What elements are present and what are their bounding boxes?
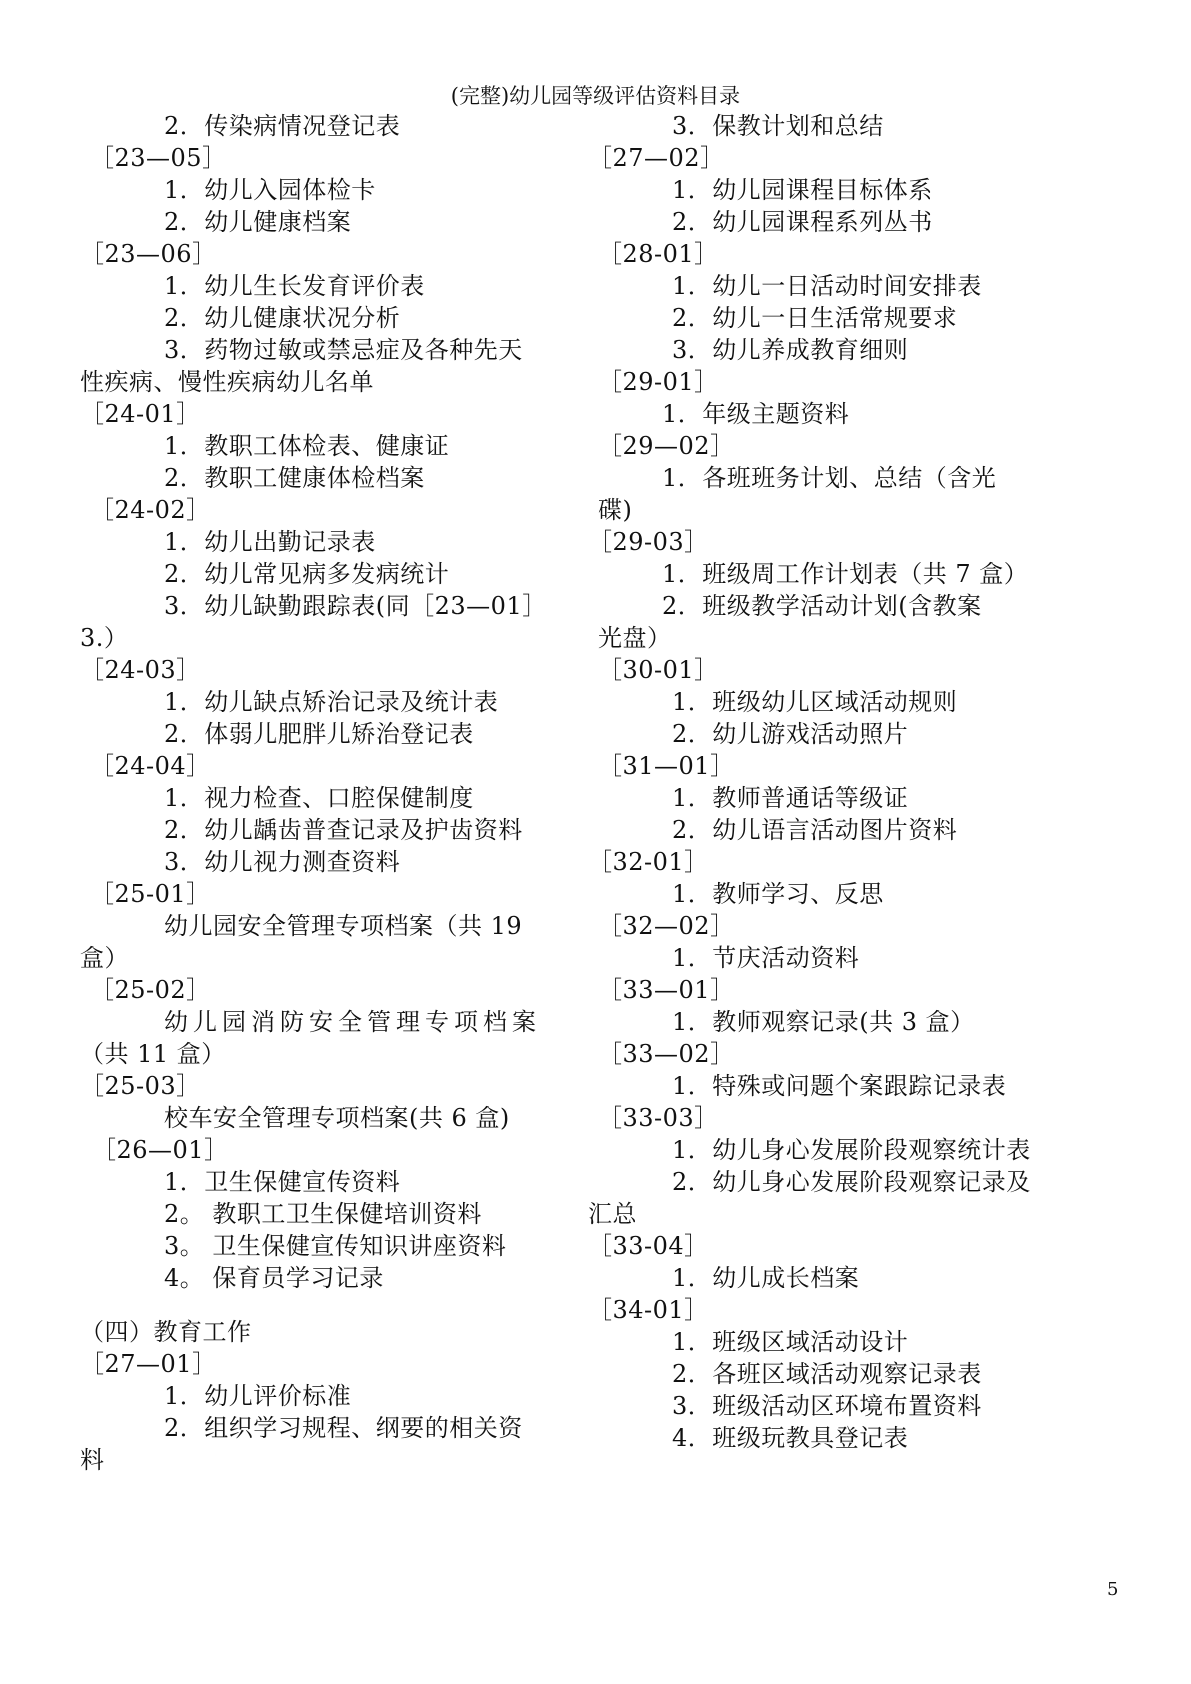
list-item-continuation: （共 11 盒）	[80, 1040, 226, 1068]
list-item: 1．幼儿出勤记录表	[164, 528, 376, 556]
left-column	[80, 110, 550, 1476]
section-code: ［25-01］	[90, 880, 211, 908]
list-item: 1．特殊或问题个案跟踪记录表	[672, 1072, 1007, 1100]
list-item: 1．教师学习、反思	[672, 880, 884, 908]
section-code: ［25-02］	[90, 976, 211, 1004]
section-code: ［26—01］	[92, 1136, 229, 1164]
list-item-continuation: 光盘）	[598, 624, 672, 652]
list-item: 1．视力检查、口腔保健制度	[164, 784, 474, 812]
list-item: 1．幼儿生长发育评价表	[164, 272, 425, 300]
section-code: ［30-01］	[598, 656, 719, 684]
section-code: ［34-01］	[588, 1296, 709, 1324]
list-item: 1．各班班务计划、总结（含光	[662, 464, 997, 492]
list-item: 3．幼儿视力测查资料	[164, 848, 401, 876]
list-item: 3．保教计划和总结	[672, 112, 884, 140]
list-item: 2．班级教学活动计划(含教案	[662, 592, 982, 620]
section-code: ［24-02］	[90, 496, 211, 524]
section-code: ［23—05］	[90, 144, 227, 172]
list-item: 2．幼儿游戏活动照片	[672, 720, 909, 748]
list-item: 1．幼儿入园体检卡	[164, 176, 376, 204]
list-item: 3。 卫生保健宣传知识讲座资料	[164, 1232, 507, 1260]
list-item: 4。 保育员学习记录	[164, 1264, 384, 1292]
list-item: 1．教师普通话等级证	[672, 784, 909, 812]
list-item: 1．幼儿一日活动时间安排表	[672, 272, 982, 300]
section-code: ［24-03］	[80, 656, 201, 684]
list-item: 3．幼儿养成教育细则	[672, 336, 909, 364]
list-item: 2．幼儿园课程系列丛书	[672, 208, 933, 236]
list-item: 2．传染病情况登记表	[164, 112, 401, 140]
section-code: ［31—01］	[598, 752, 735, 780]
list-item-continuation: 汇总	[588, 1200, 637, 1228]
list-item: 1．教职工体检表、健康证	[164, 432, 450, 460]
list-item: 1．节庆活动资料	[672, 944, 860, 972]
list-item: 2．幼儿身心发展阶段观察记录及	[672, 1168, 1031, 1196]
list-item: 2．体弱儿肥胖儿矫治登记表	[164, 720, 474, 748]
spacer	[80, 1294, 550, 1316]
list-item: 1．幼儿身心发展阶段观察统计表	[672, 1136, 1031, 1164]
list-item: 2．教职工健康体检档案	[164, 464, 425, 492]
list-item: 2．幼儿健康档案	[164, 208, 352, 236]
list-item: 1．班级周工作计划表（共 7 盒）	[662, 560, 1029, 588]
list-item: 2．幼儿常见病多发病统计	[164, 560, 450, 588]
list-item: 4．班级玩教具登记表	[672, 1424, 909, 1452]
list-item: 1．幼儿评价标准	[164, 1382, 352, 1410]
list-item: 3．幼儿缺勤跟踪表(同［23—01］	[164, 592, 547, 620]
right-column	[588, 110, 1058, 1454]
section-code: ［33-04］	[588, 1232, 709, 1260]
section-code: ［29—02］	[598, 432, 735, 460]
list-item: 幼儿园安全管理专项档案（共 19	[164, 912, 523, 940]
section-code: ［27—01］	[80, 1350, 217, 1378]
section-code: ［24-01］	[80, 400, 201, 428]
section-code: ［23—06］	[80, 240, 217, 268]
list-item: 2．幼儿一日生活常规要求	[672, 304, 958, 332]
list-item: 1．班级区域活动设计	[672, 1328, 909, 1356]
section-code: ［25-03］	[80, 1072, 201, 1100]
list-item: 幼儿园消防安全管理专项档案	[164, 1008, 541, 1036]
list-item-continuation: 碟)	[598, 496, 633, 524]
list-item: 3．药物过敏或禁忌症及各种先天	[164, 336, 523, 364]
list-item: 1．卫生保健宣传资料	[164, 1168, 401, 1196]
list-item: 1．年级主题资料	[662, 400, 850, 428]
list-item: 2．各班区域活动观察记录表	[672, 1360, 982, 1388]
list-item: 2．幼儿健康状况分析	[164, 304, 401, 332]
page-number: 5	[1107, 1579, 1119, 1600]
list-item: 2．组织学习规程、纲要的相关资	[164, 1414, 523, 1442]
list-item: 1．幼儿成长档案	[672, 1264, 860, 1292]
list-item: 1．幼儿园课程目标体系	[672, 176, 933, 204]
list-item: 校车安全管理专项档案(共 6 盒)	[164, 1104, 510, 1132]
list-item-continuation: 性疾病、慢性疾病幼儿名单	[80, 368, 374, 396]
section-code: ［28-01］	[598, 240, 719, 268]
section-code: ［33—01］	[598, 976, 735, 1004]
section-code: ［32-01］	[588, 848, 709, 876]
list-item: 3．班级活动区环境布置资料	[672, 1392, 982, 1420]
list-item: 2。 教职工卫生保健培训资料	[164, 1200, 482, 1228]
list-item: 2．幼儿语言活动图片资料	[672, 816, 958, 844]
section-heading: （四）教育工作	[80, 1318, 252, 1346]
list-item-continuation: 料	[80, 1446, 105, 1474]
section-code: ［33-03］	[598, 1104, 719, 1132]
list-item: 2．幼儿龋齿普查记录及护齿资料	[164, 816, 523, 844]
list-item: 1．教师观察记录(共 3 盒）	[672, 1008, 975, 1036]
section-code: ［27—02］	[588, 144, 725, 172]
section-code: ［29-03］	[588, 528, 709, 556]
list-item: 1．班级幼儿区域活动规则	[672, 688, 958, 716]
section-code: ［24-04］	[90, 752, 211, 780]
page-header: (完整)幼儿园等级评估资料目录	[450, 84, 741, 108]
section-code: ［33—02］	[598, 1040, 735, 1068]
section-code: ［32—02］	[598, 912, 735, 940]
list-item: 1．幼儿缺点矫治记录及统计表	[164, 688, 499, 716]
list-item-continuation: 盒）	[80, 944, 129, 972]
section-code: ［29-01］	[598, 368, 719, 396]
list-item-continuation: 3.）	[80, 624, 129, 652]
